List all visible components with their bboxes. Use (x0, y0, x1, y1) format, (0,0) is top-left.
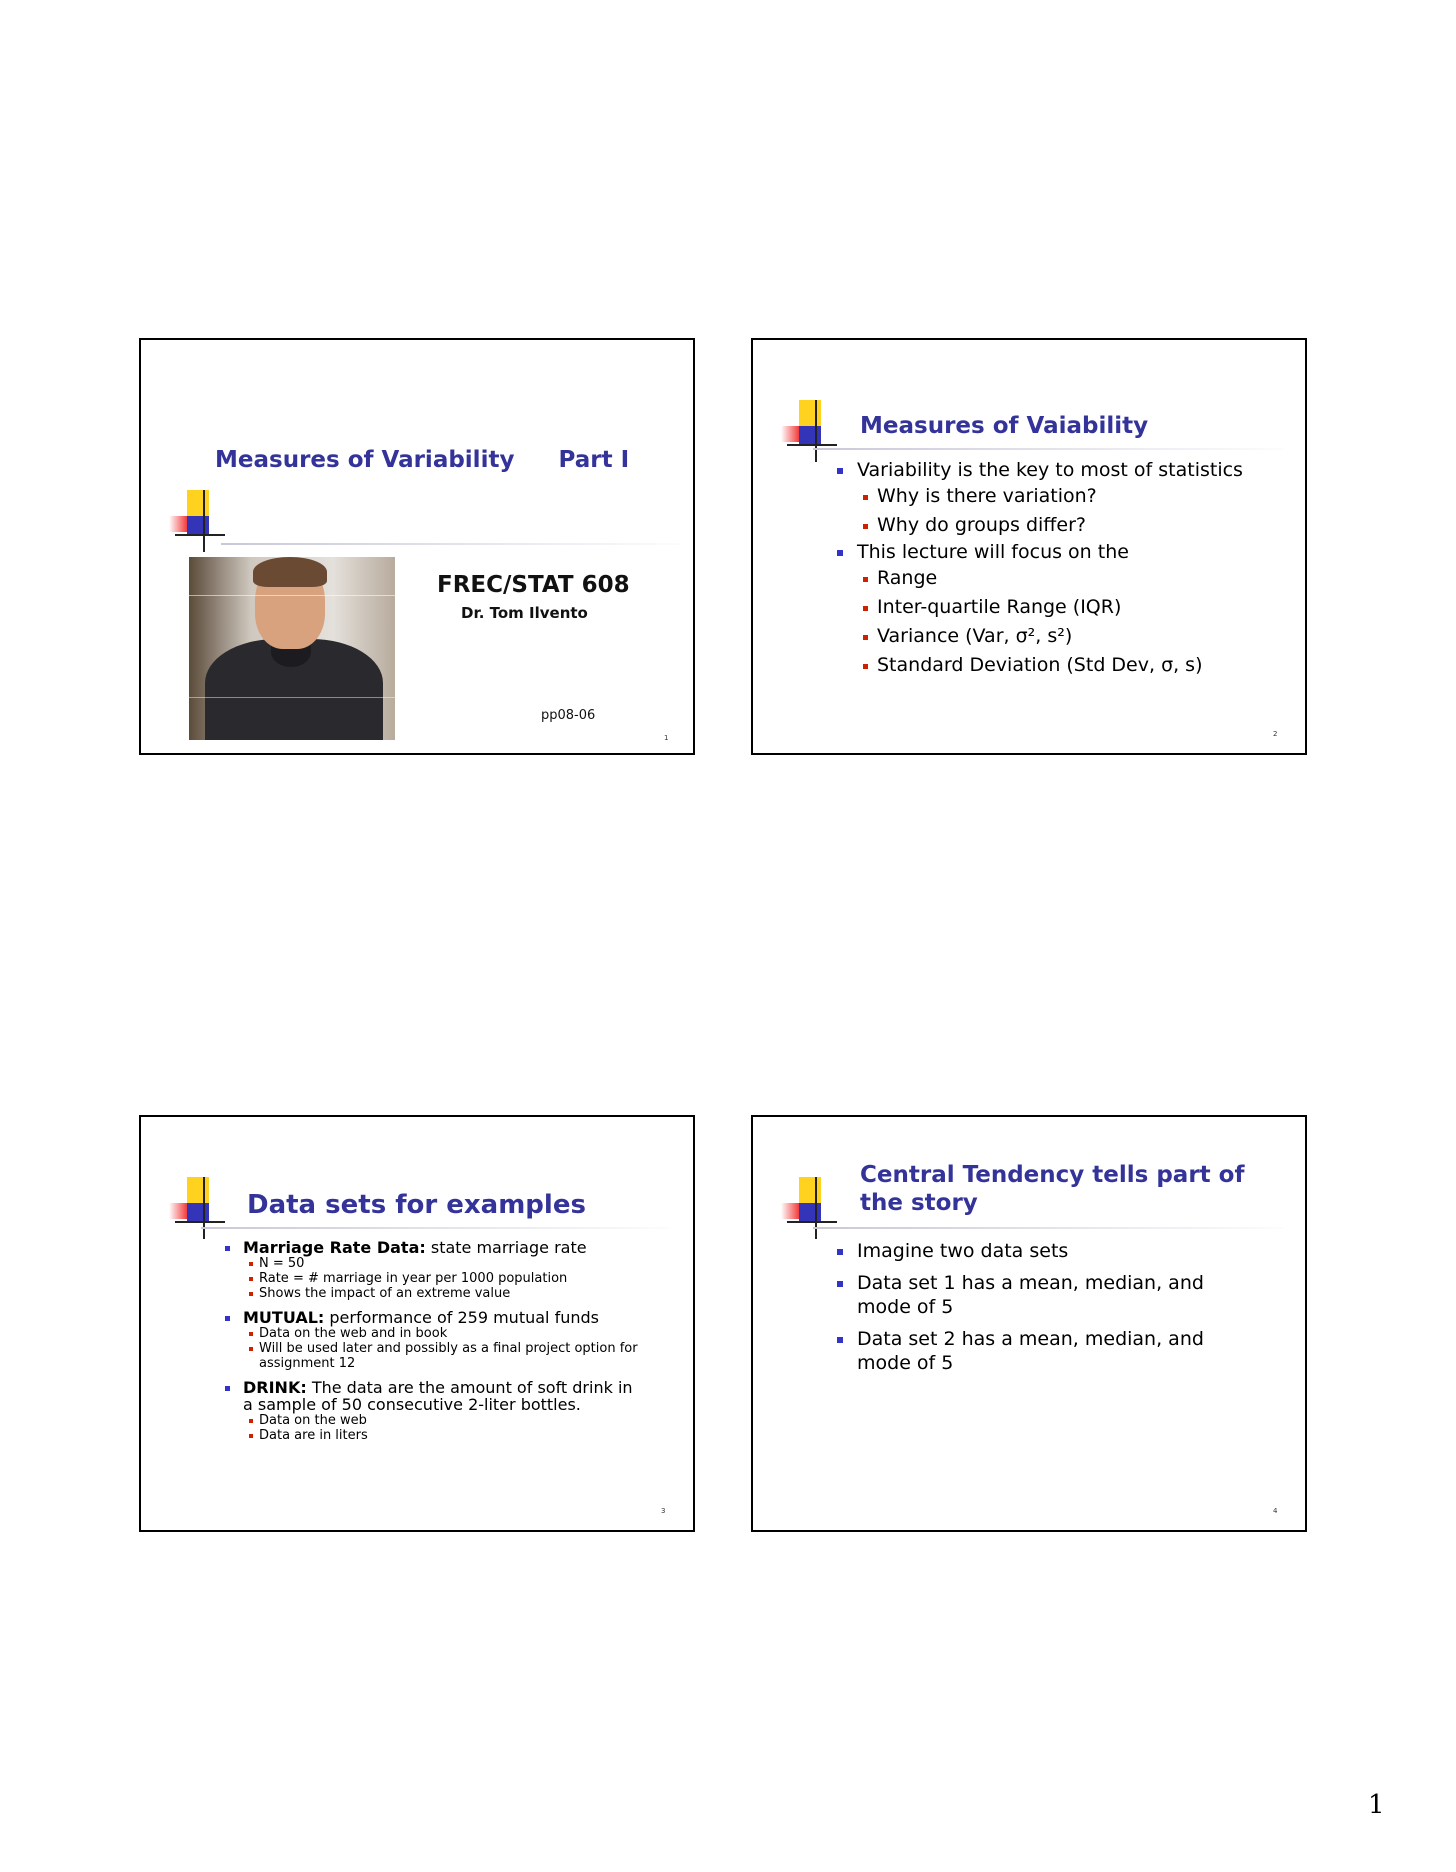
list-item: Data on the web and in book (243, 1326, 645, 1341)
slide-1 (139, 338, 695, 755)
list-item: Inter-quartile Range (IQR) (857, 593, 1287, 622)
list-item: Marriage Rate Data: state marriage rate N = 50 Rate = # marriage in year per 1000 population Shows the impact of an extreme value (225, 1239, 645, 1301)
list-item: This lecture will focus on the Range Inter-quartile Range (IQR) Variance (Var, σ², s²) Standard Deviation (Std Dev, σ, s) (837, 540, 1287, 680)
slide-4 (751, 1115, 1307, 1532)
list-item: Range (857, 564, 1287, 593)
slide-number: 4 (1273, 1507, 1278, 1515)
list-item: Data set 1 has a mean, median, and mode of 5 (837, 1271, 1227, 1319)
slide-3 (139, 1115, 695, 1532)
slide-1-title (215, 446, 629, 474)
list-item: Will be used later and possibly as a final project option for assignment 12 (243, 1341, 645, 1371)
title-underline (221, 543, 681, 545)
slide-number: 3 (661, 1507, 666, 1515)
list-item: Data on the web (243, 1413, 645, 1428)
slide-3-title: Data sets for examples (247, 1190, 586, 1220)
instructor-name: Dr. Tom Ilvento (461, 604, 588, 622)
list-item: Why is there variation? (857, 482, 1287, 511)
course-code: FREC/STAT 608 (437, 572, 630, 598)
slide-2 (751, 338, 1307, 755)
list-item: Data set 2 has a mean, median, and mode of 5 (837, 1327, 1227, 1375)
slide-decoration-squares-icon (169, 490, 233, 556)
slide-decoration-squares-icon (169, 1177, 233, 1243)
list-item: N = 50 (243, 1256, 645, 1271)
list-item: Rate = # marriage in year per 1000 population (243, 1271, 645, 1286)
list-item: Data are in liters (243, 1428, 645, 1443)
slide-3-bullets (225, 1239, 645, 1451)
list-item: MUTUAL: performance of 259 mutual funds Data on the web and in book Will be used later and possibly as a final project option for assignment 12 (225, 1309, 645, 1371)
list-item: DRINK: The data are the amount of soft drink in a sample of 50 consecutive 2-liter bottles. Data on the web Data are in liters (225, 1379, 645, 1443)
list-item: Shows the impact of an extreme value (243, 1286, 645, 1301)
list-item: Variability is the key to most of statistics Why is there variation? Why do groups differ? (837, 458, 1287, 540)
slide-4-title: Central Tendency tells part of the story (860, 1162, 1245, 1216)
slide-1-title-main: Measures of Variability (215, 447, 515, 473)
slide-4-bullets (837, 1239, 1227, 1383)
list-item: Why do groups differ? (857, 511, 1287, 540)
slide-2-title: Measures of Vaiability (860, 413, 1149, 439)
slide-number: 2 (1273, 730, 1278, 738)
slide-decoration-squares-icon (781, 400, 845, 466)
file-code: pp08-06 (541, 708, 596, 723)
photo-portrait-icon (189, 557, 395, 740)
list-item: Standard Deviation (Std Dev, σ, s) (857, 651, 1287, 680)
list-item: Imagine two data sets (837, 1239, 1227, 1263)
list-item: Variance (Var, σ², s²) (857, 622, 1287, 651)
slide-1-title-part: Part I (558, 447, 630, 473)
page-number: 1 (1368, 1790, 1385, 1820)
title-underline (813, 1227, 1283, 1229)
title-underline (813, 448, 1283, 450)
title-underline (201, 1227, 671, 1229)
slide-number: 1 (664, 734, 669, 742)
slide-2-bullets (837, 458, 1287, 680)
slide-decoration-squares-icon (781, 1177, 845, 1243)
